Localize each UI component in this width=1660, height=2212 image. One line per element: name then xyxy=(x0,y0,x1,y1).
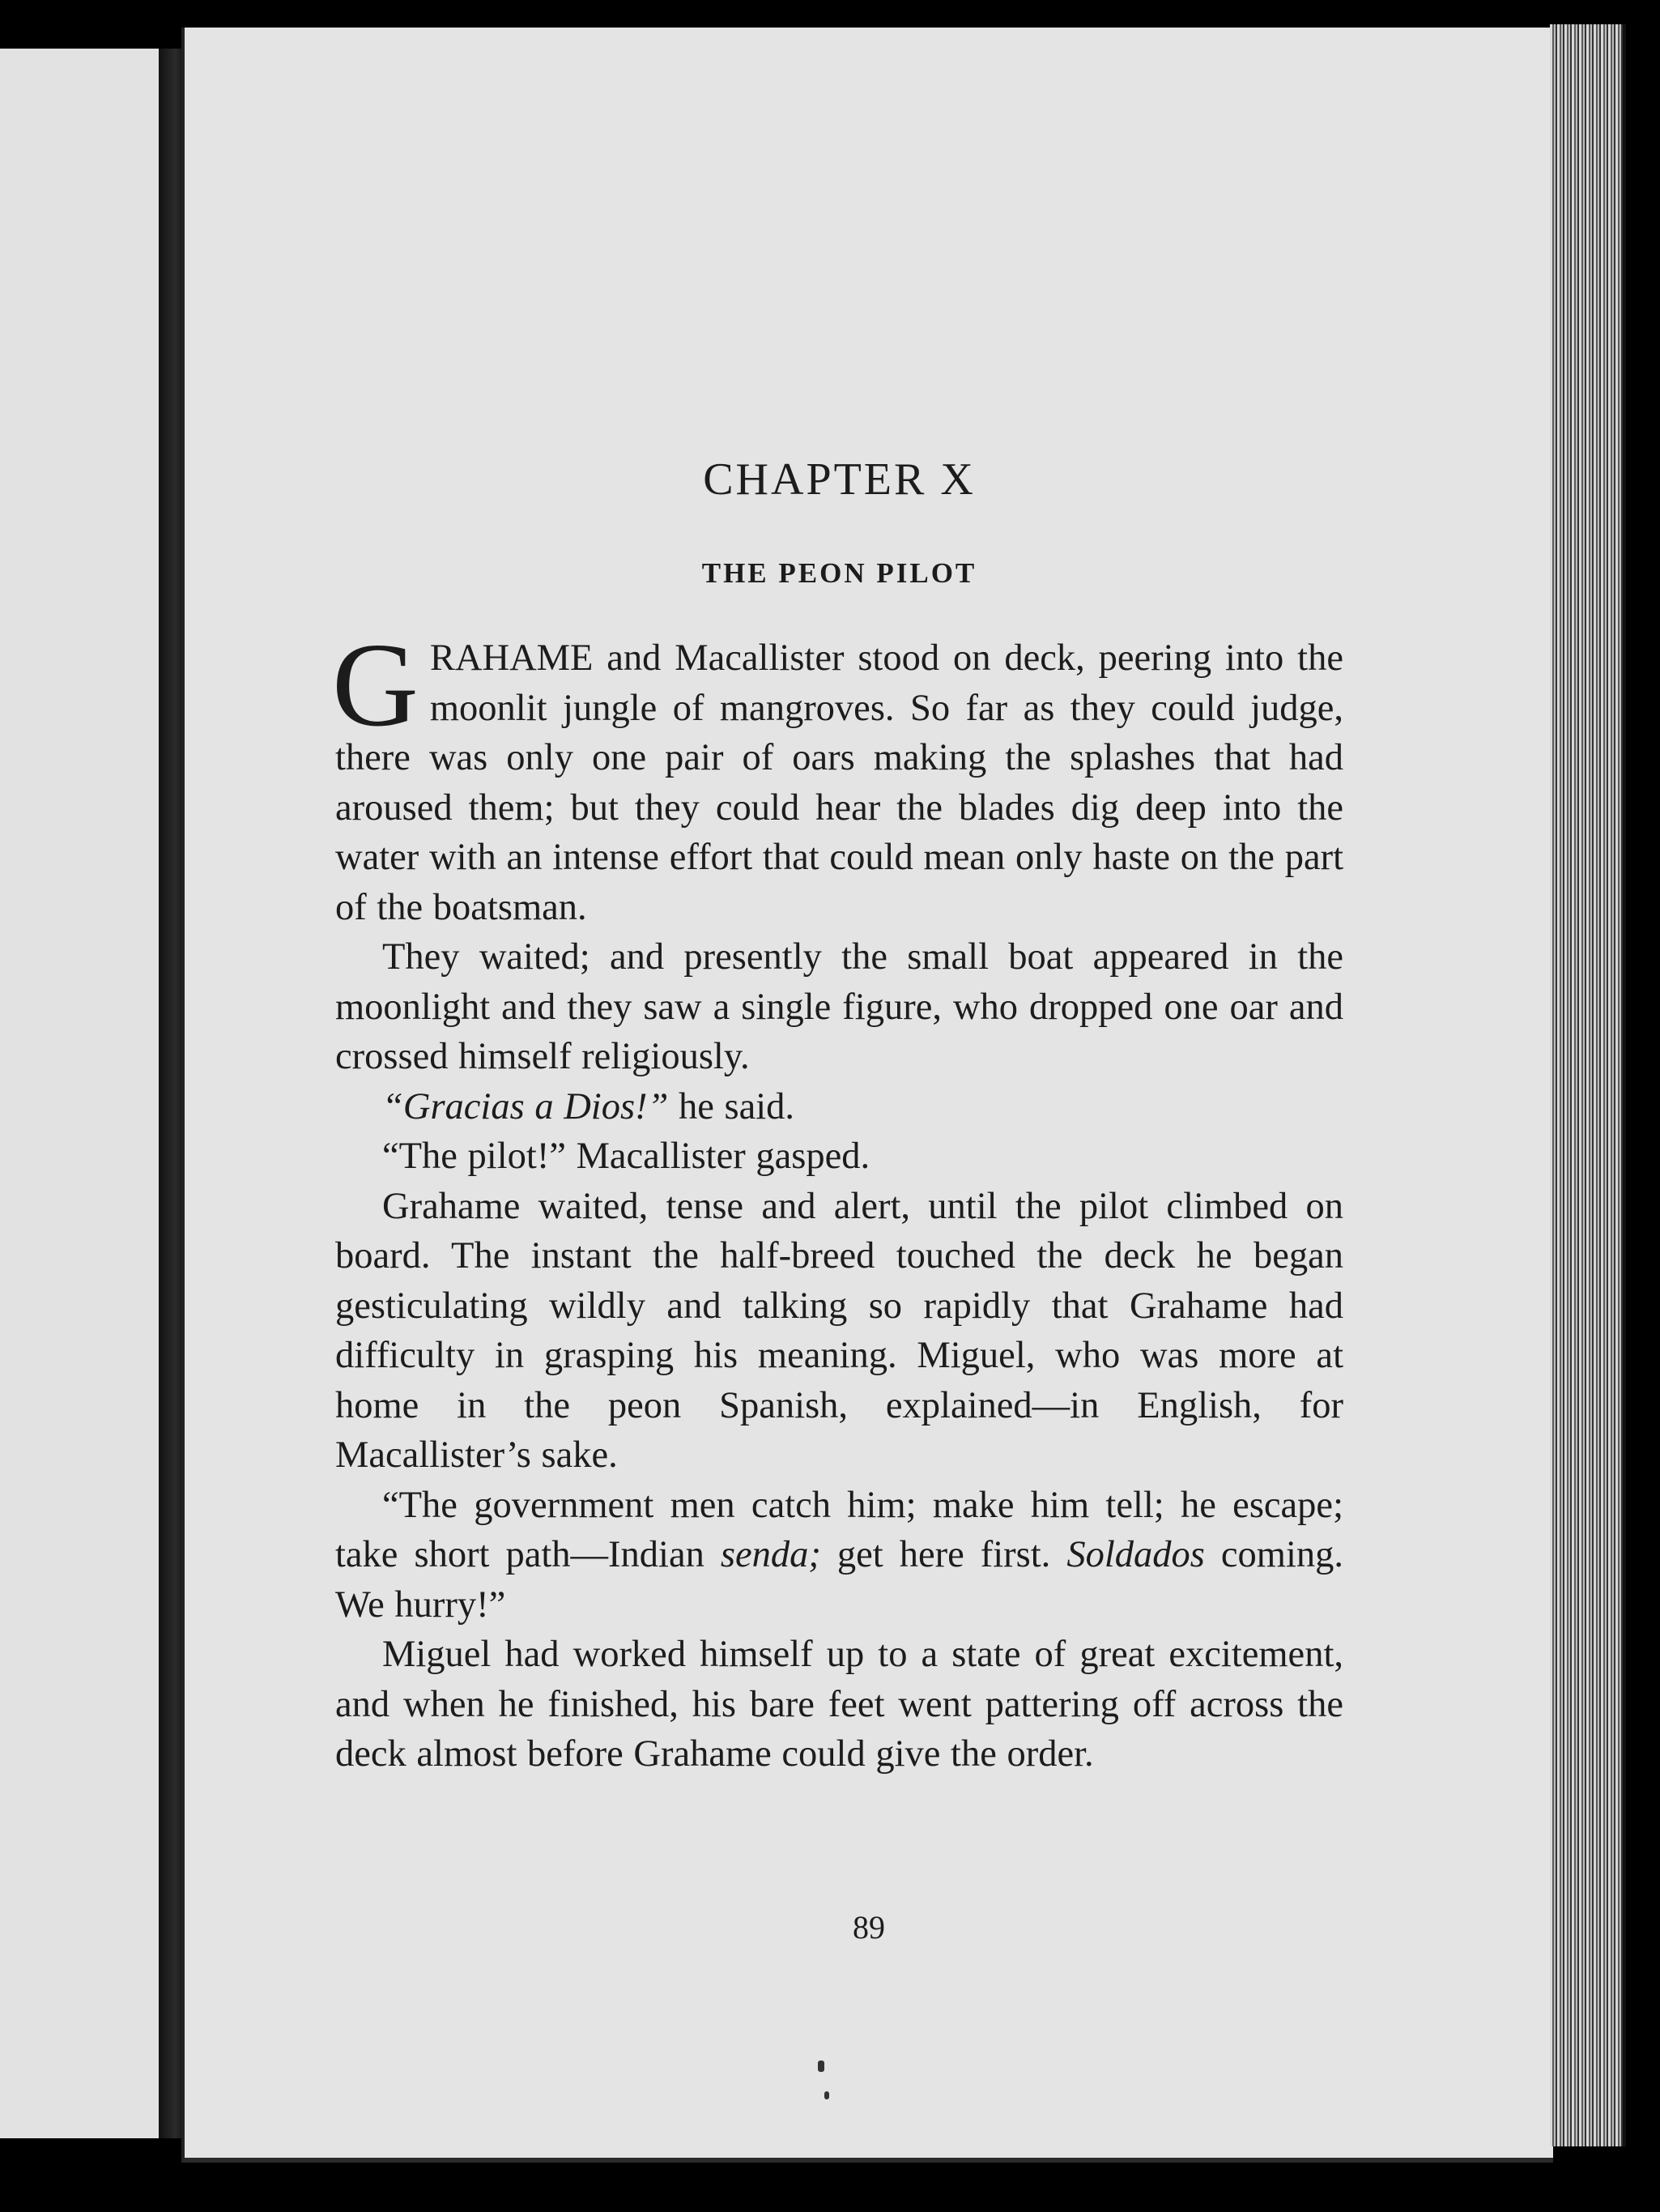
paragraph-text: coming. We hurry!” xyxy=(335,1534,1343,1626)
paragraph-text: “The government men catch him; make him tell; he escape; take short path—Indian xyxy=(335,1484,1343,1575)
paragraph-text: RAHAME and Macallister stood on deck, peering into the moonlit jungle of mangroves. So far as they could judge, there was only one pair of oars making the splashes that had aroused them; but they could hear the blades dig deep into the water with an intense effort that could mean only haste on the part of the boatsman. xyxy=(335,637,1343,928)
paragraph-text: he said. xyxy=(668,1085,795,1127)
paragraph-7: Miguel had worked himself up to a state of great excitement, and when he finished, his bare feet went pattering off across the deck almost before Grahame could give the order. xyxy=(335,1634,1343,1775)
drop-cap: G xyxy=(332,619,419,752)
scan-speck xyxy=(818,2061,824,2072)
italic-word: senda; xyxy=(720,1534,821,1575)
paragraph-3 xyxy=(335,1082,1343,1132)
paragraph-text: get here first. xyxy=(820,1534,1067,1575)
page-edges xyxy=(1550,24,1626,2146)
paragraph-2: They waited; and presently the small boat appeared in the moonlight and they saw a single figure, who dropped one oar and crossed himself religiously. xyxy=(335,936,1343,1077)
book-page xyxy=(181,28,1553,2163)
paragraph-1 xyxy=(332,619,1343,932)
page-text xyxy=(332,454,1343,1779)
italic-phrase: “Gracias a Dios!” xyxy=(382,1085,669,1127)
left-page-edge xyxy=(0,49,164,2138)
paragraph-4: “The pilot!” Macallister gasped. xyxy=(382,1136,870,1177)
chapter-title: CHAPTER X xyxy=(703,454,976,505)
paragraph-6 xyxy=(335,1481,1343,1630)
scan-speck xyxy=(824,2091,829,2099)
paragraph-5: Grahame waited, tense and alert, until the pilot climbed on board. The instant the half-breed touched the deck he began gesticulating wildly and talking so rapidly that Grahame had difficulty in grasping his meaning. Miguel, who was more at home in the peon Spanish, explained—in English, for Macallister’s sake. xyxy=(335,1185,1343,1476)
italic-word: Soldados xyxy=(1066,1534,1205,1575)
page-number: 89 xyxy=(853,1909,885,1946)
chapter-subtitle: THE PEON PILOT xyxy=(701,557,977,589)
